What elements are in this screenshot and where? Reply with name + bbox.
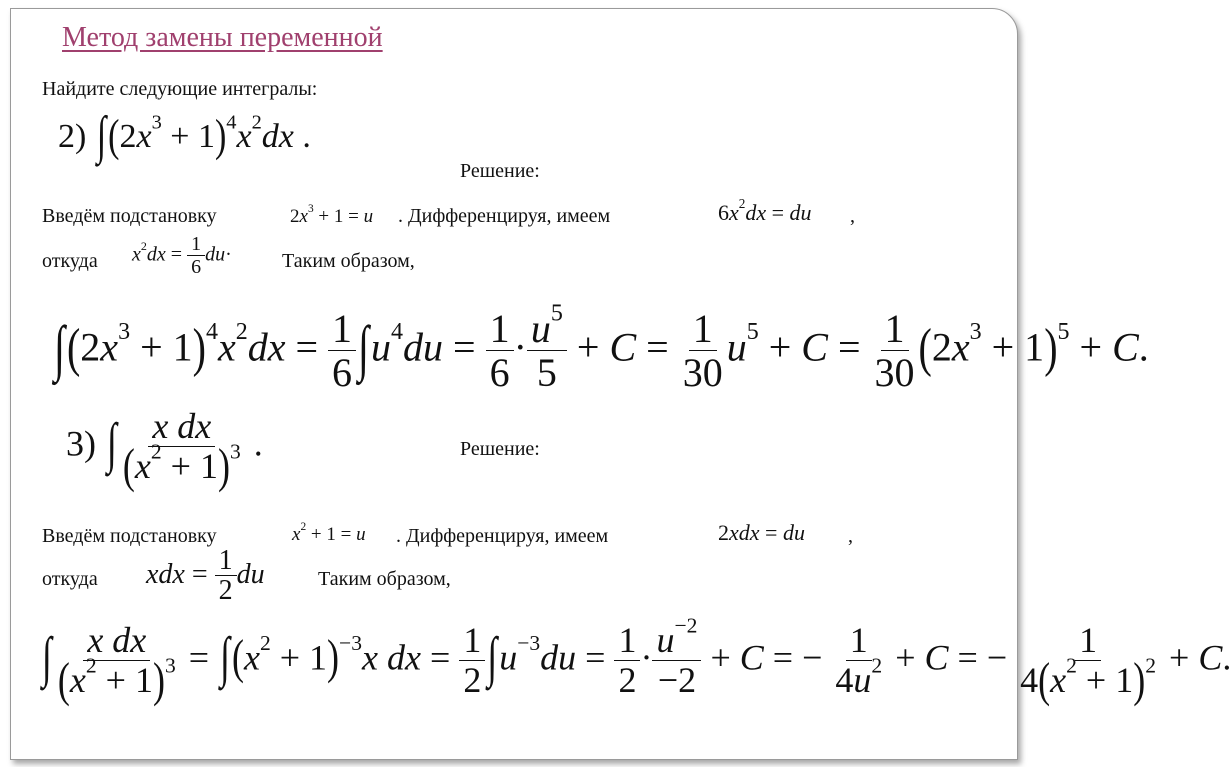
problem3-statement: 3) ∫ $\frac{\text{x dx}}{(x^2 + 1)^3}$ . <box>66 406 263 493</box>
problem3-solution-equation: ∫ $\frac{\text{x dx}}{(x^2 + 1)^3}$ = $\int(x^2 + 1)^{-3}x$ dx = $\frac{1}{2}$ $\int u^{-3}du$ = $\frac{1}{2}$ · $\frac{u^{-2}}{-2}$ + C = − $\frac{1}{4u^2}$ + C = − $\frac{1}{4(x^2 + 1)^2}$ + C. <box>42 613 1231 707</box>
problem2-label: 2) <box>58 118 87 155</box>
problem3-whence-text: откуда <box>42 568 98 590</box>
problem2-statement: 2) $\int(2x^3 + 1)^4x^2dx$ . <box>58 107 311 165</box>
problem3-diff-formula: 2xdx = du <box>718 520 805 545</box>
problem2-diff-formula: $6x^2dx$ = du <box>718 196 812 225</box>
problem2-solution-label: Решение: <box>460 160 540 182</box>
problem3-subst-formula: $x^2 + 1 = u$ <box>292 520 366 545</box>
problem2-subst-text: Введём подстановку <box>42 205 217 227</box>
problem2-solution-equation: $\int(2x^3 + 1)^4x^2dx$ = $\frac{1}{6}$ $\int u^4du$ = $\frac{1}{6}$ · $\frac{u^5}{5}$ + C = $\frac{1}{30}$ $u^5 + C$ = $\frac{1}{30}$ $(2x^3 + 1)^5 + C$. <box>54 300 1149 395</box>
problem3-thus-text: Таким образом, <box>318 568 451 590</box>
problem2-whence-formula: $x^2dx$ = $\frac{1}{6}$ du· <box>132 233 232 278</box>
problem3-comma: , <box>848 525 853 547</box>
problem2-subst-formula: $2x^3 + 1 = u$ <box>290 202 374 227</box>
problem3-label: 3) <box>66 423 96 464</box>
problem2-comma: , <box>850 205 855 227</box>
problem2-thus-text: Таким образом, <box>282 250 415 272</box>
slide-title: Метод замены переменной <box>62 22 383 53</box>
problem3-subst-text: Введём подстановку <box>42 525 217 547</box>
problem3-solution-label: Решение: <box>460 438 540 460</box>
intro-text: Найдите следующие интегралы: <box>42 78 318 100</box>
problem2-whence-text: откуда <box>42 250 98 272</box>
problem2-diff-text: . Дифференцируя, имеем <box>398 205 611 227</box>
problem3-whence-formula: xdx = $\frac{1}{2}$ du <box>146 545 265 607</box>
problem3-diff-text: . Дифференцируя, имеем <box>396 525 609 547</box>
